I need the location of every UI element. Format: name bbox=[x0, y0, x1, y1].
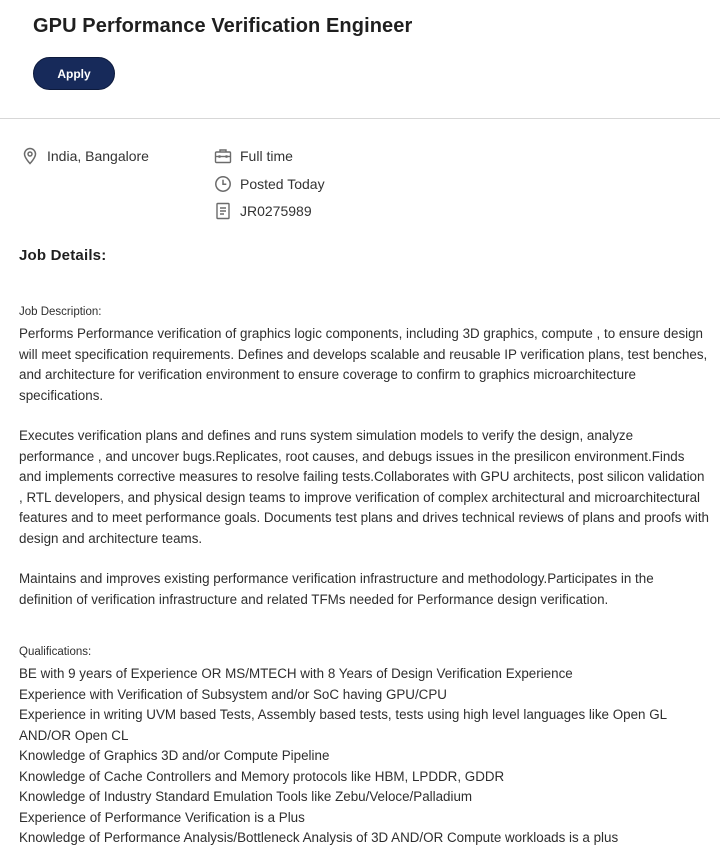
qualification-item: Knowledge of Performance Analysis/Bottleneck Analysis of 3D AND/OR Compute workloads is a plus bbox=[19, 830, 619, 845]
apply-button[interactable]: Apply bbox=[33, 57, 115, 90]
location-text: India, Bangalore bbox=[47, 148, 149, 164]
description-paragraph: Executes verification plans and defines and runs system simulation models to verify the design, analyze performance , and uncover bugs.Replicates, root causes, and debugs issues in the presilicon environment.Finds and implements corrective measures to resolve failing tests.Collaborates with GPU architects, post silicon validation , RTL developers, and physical design teams to improve verification of complex architectural and microarchitectural features and to meet performance goals. Documents test plans and drives technical reviews of plans and proofs with design and architecture teams. bbox=[19, 428, 709, 546]
posted-text: Posted Today bbox=[240, 176, 325, 192]
meta-posted bbox=[214, 174, 325, 194]
map-pin-icon bbox=[21, 147, 39, 165]
description-body bbox=[19, 324, 709, 610]
page-title: GPU Performance Verification Engineer bbox=[33, 15, 413, 37]
qualifications-body bbox=[19, 664, 709, 849]
meta-job-type bbox=[214, 146, 293, 166]
description-label: Job Description: bbox=[19, 306, 102, 318]
qualification-item: Experience of Performance Verification is a Plus bbox=[19, 809, 305, 825]
qualification-item: Knowledge of Industry Standard Emulation Tools like Zebu/Veloce/Palladium bbox=[19, 789, 473, 804]
qualification-item: Knowledge of Cache Controllers and Memory protocols like HBM, LPDDR, GDDR bbox=[19, 768, 505, 784]
qualifications-label: Qualifications: bbox=[19, 646, 92, 658]
job-header bbox=[0, 0, 720, 119]
clock-icon bbox=[214, 175, 232, 193]
briefcase-icon bbox=[214, 147, 232, 165]
qualification-item: BE with 9 years of Experience OR MS/MTECH with 8 Years of Design Verification Experience bbox=[19, 666, 573, 681]
req-id-text: JR0275989 bbox=[240, 203, 312, 219]
job-details-heading: Job Details: bbox=[19, 247, 107, 264]
meta-req-id bbox=[214, 201, 312, 221]
qualification-item: Knowledge of Graphics 3D and/or Compute Pipeline bbox=[19, 748, 330, 763]
description-paragraph: Maintains and improves existing performance verification infrastructure and methodology.Participates in the definition of verification infrastructure and related TFMs needed for Performance design verification. bbox=[19, 571, 654, 607]
description-paragraph: Performs Performance verification of graphics logic components, including 3D graphics, compute , to ensure design will meet specification requirements. Defines and develops scalable and reusable IP verification plans, test benches, and architecture for verification environment to ensure coverage to confirm to graphics microarchitecture specifications. bbox=[19, 326, 708, 403]
meta-location bbox=[21, 146, 149, 166]
qualifications-list bbox=[19, 664, 709, 849]
document-icon bbox=[214, 202, 232, 220]
qualification-item: Experience with Verification of Subsystem and/or SoC having GPU/CPU bbox=[19, 686, 447, 702]
qualification-item: Experience in writing UVM based Tests, Assembly based tests, tests using high level languages like Open GL AND/OR Open CL bbox=[19, 707, 667, 743]
job-type-text: Full time bbox=[240, 148, 293, 164]
